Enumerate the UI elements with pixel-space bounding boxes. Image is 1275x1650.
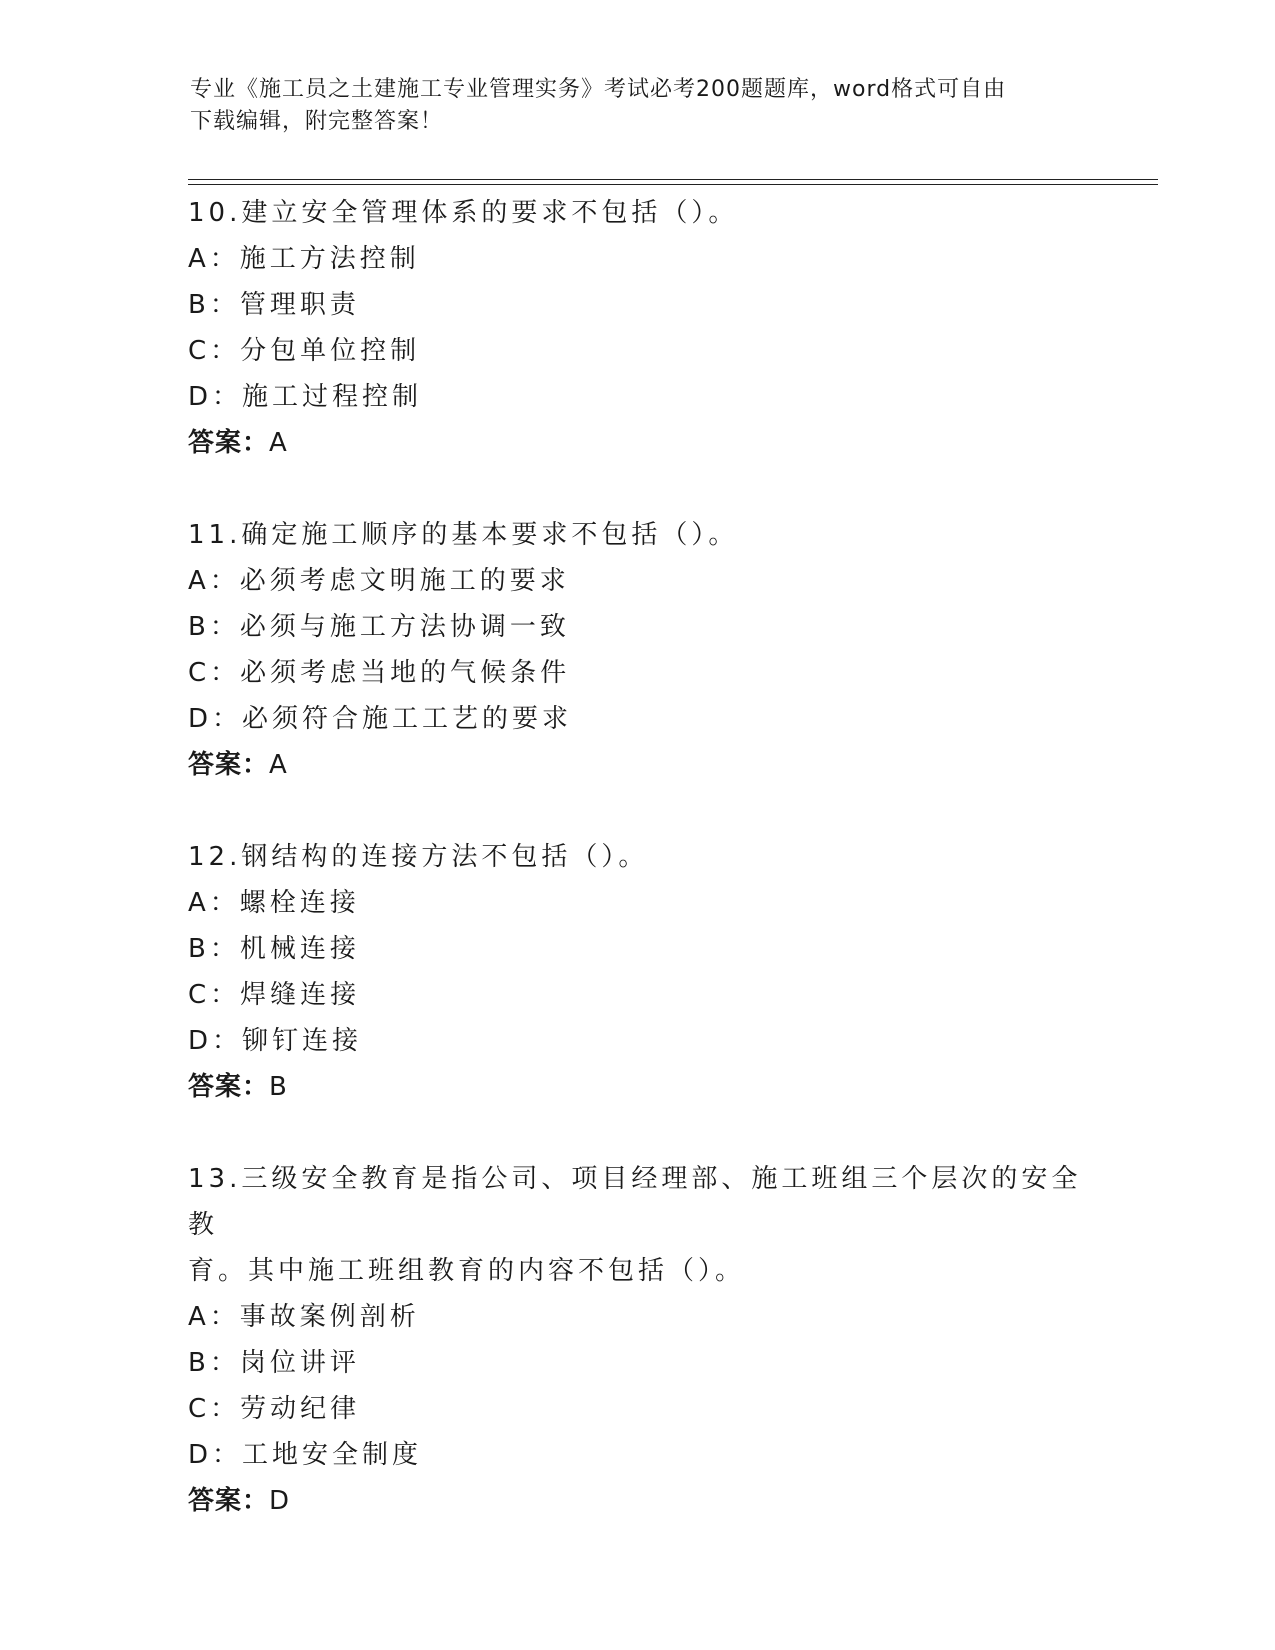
answer-value: A [269,428,288,458]
option-a: A：螺栓连接 [188,888,360,918]
option-a: A：必须考虑文明施工的要求 [188,566,570,596]
answer-line [188,420,1108,466]
question-10 [188,190,1108,466]
answer-label: 答案： [188,1486,270,1516]
option-c: C：焊缝连接 [188,980,361,1010]
question-list [188,190,1108,1570]
option-d: D：工地安全制度 [188,1440,423,1470]
header-divider-bottom [188,184,1158,185]
answer-line [188,1478,1108,1524]
header-line-2: 下载编辑，附完整答案！ [190,109,444,134]
header-divider-top [188,179,1158,180]
answer-value: D [269,1486,291,1516]
option-a: A：事故案例剖析 [188,1302,420,1332]
answer-value: B [269,1072,288,1102]
option-d: D：施工过程控制 [188,382,423,412]
answer-line [188,742,1108,788]
question-13 [188,1156,1108,1524]
question-stem: 10.建立安全管理体系的要求不包括（）。 [188,198,739,228]
option-c: C：分包单位控制 [188,336,421,366]
header-line-1: 专业《施工员之土建施工专业管理实务》考试必考200题题库，word格式可自由 [190,77,1007,102]
answer-label: 答案： [188,428,270,458]
answer-label: 答案： [188,1072,270,1102]
option-b: B：必须与施工方法协调一致 [188,612,570,642]
question-stem: 11.确定施工顺序的基本要求不包括（）。 [188,520,739,550]
question-11 [188,512,1108,788]
option-b: B：机械连接 [188,934,360,964]
question-stem-continued: 育。其中施工班组教育的内容不包括（）。 [188,1256,746,1286]
option-b: B：管理职责 [188,290,360,320]
question-stem: 12.钢结构的连接方法不包括（）。 [188,842,649,872]
option-c: C：劳动纪律 [188,1394,361,1424]
question-stem: 13.三级安全教育是指公司、项目经理部、施工班组三个层次的安全教 [188,1164,1082,1240]
answer-value: A [269,750,288,780]
document-header [190,74,1090,138]
option-c: C：必须考虑当地的气候条件 [188,658,571,688]
answer-label: 答案： [188,750,270,780]
question-12 [188,834,1108,1110]
option-a: A：施工方法控制 [188,244,420,274]
option-d: D：必须符合施工工艺的要求 [188,704,573,734]
option-b: B：岗位讲评 [188,1348,360,1378]
option-d: D：铆钉连接 [188,1026,363,1056]
answer-line [188,1064,1108,1110]
